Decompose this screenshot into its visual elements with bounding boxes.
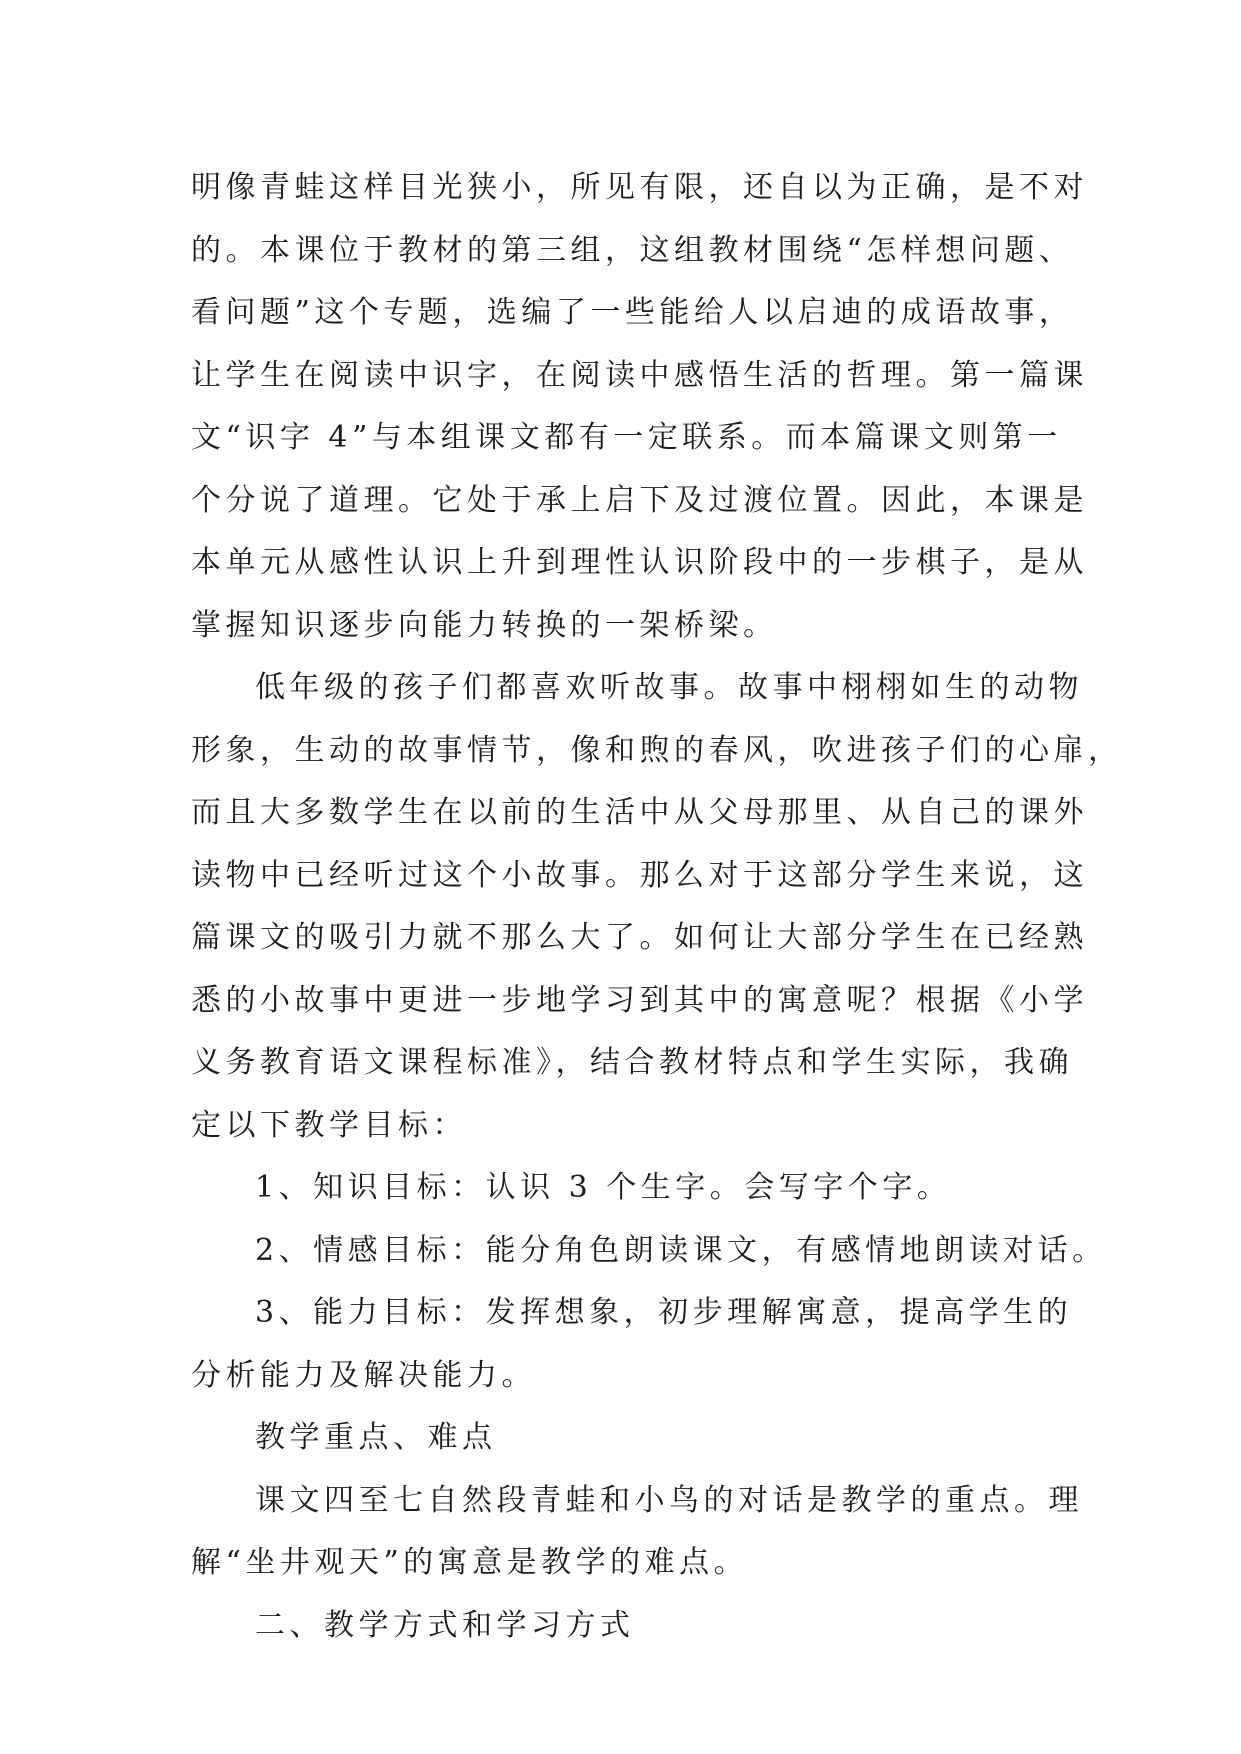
text-line: 让学生在阅读中识字，在阅读中感悟生活的哲理。第一篇课 bbox=[191, 357, 1088, 393]
text-line: 二、教学方式和学习方式 bbox=[255, 1607, 635, 1643]
text-line: 分析能力及解决能力。 bbox=[191, 1357, 536, 1393]
text-line: 明像青蛙这样目光狭小，所见有限，还自以为正确，是不对 bbox=[191, 170, 1088, 205]
text-line: 形象，生动的故事情节，像和煦的春风，吹进孩子们的心扉， bbox=[191, 732, 1123, 768]
paragraph-students bbox=[191, 657, 1123, 1157]
text-line: 看问题”这个专题，选编了一些能给人以启迪的成语故事， bbox=[191, 295, 1074, 330]
text-line: 读物中已经听过这个小故事。那么对于这部分学生来说，这 bbox=[191, 857, 1088, 893]
text-line: 文“识字 4”与本组课文都有一定联系。而本篇课文则第一 bbox=[191, 420, 1062, 455]
text-line: 的。本课位于教材的第三组，这组教材围绕“怎样想问题、 bbox=[191, 232, 1074, 268]
text-line: 解“坐井观天”的寓意是教学的难点。 bbox=[191, 1545, 749, 1580]
text-line: 掌握知识逐步向能力转换的一架桥梁。 bbox=[191, 607, 778, 643]
document-body bbox=[191, 157, 1123, 1657]
text-line: 2、情感目标：能分角色朗读课文，有感情地朗读对话。 bbox=[255, 1232, 1107, 1268]
text-line: 定以下教学目标： bbox=[191, 1107, 467, 1143]
text-line: 课文四至七自然段青蛙和小鸟的对话是教学的重点。理 bbox=[255, 1482, 1083, 1518]
section-heading-methods bbox=[191, 1595, 1051, 1658]
goal-knowledge bbox=[191, 1157, 1051, 1220]
text-line: 而且大多数学生在以前的生活中从父母那里、从自己的课外 bbox=[191, 795, 1088, 830]
paragraph-context bbox=[191, 157, 1088, 657]
text-line: 义务教育语文课程标准》，结合教材特点和学生实际，我确 bbox=[191, 1045, 1073, 1080]
paragraph-key-points bbox=[191, 1470, 1083, 1595]
text-line: 3、能力目标：发挥想象，初步理解寓意，提高学生的 bbox=[255, 1295, 1073, 1330]
text-line: 本单元从感性认识上升到理性认识阶段中的一步棋子，是从 bbox=[191, 545, 1088, 580]
text-line: 悉的小故事中更进一步地学习到其中的寓意呢？根据《小学 bbox=[191, 982, 1088, 1018]
text-line: 教学重点、难点 bbox=[255, 1420, 497, 1455]
text-line: 1、知识目标：认识 3 个生字。会写字个字。 bbox=[255, 1170, 952, 1205]
text-line: 个分说了道理。它处于承上启下及过渡位置。因此，本课是 bbox=[191, 482, 1088, 518]
section-heading-key-points bbox=[191, 1407, 1051, 1470]
goal-ability bbox=[191, 1282, 1073, 1407]
text-line: 篇课文的吸引力就不那么大了。如何让大部分学生在已经熟 bbox=[191, 920, 1088, 955]
goal-emotion bbox=[191, 1220, 1107, 1283]
text-line: 低年级的孩子们都喜欢听故事。故事中栩栩如生的动物 bbox=[255, 670, 1083, 705]
